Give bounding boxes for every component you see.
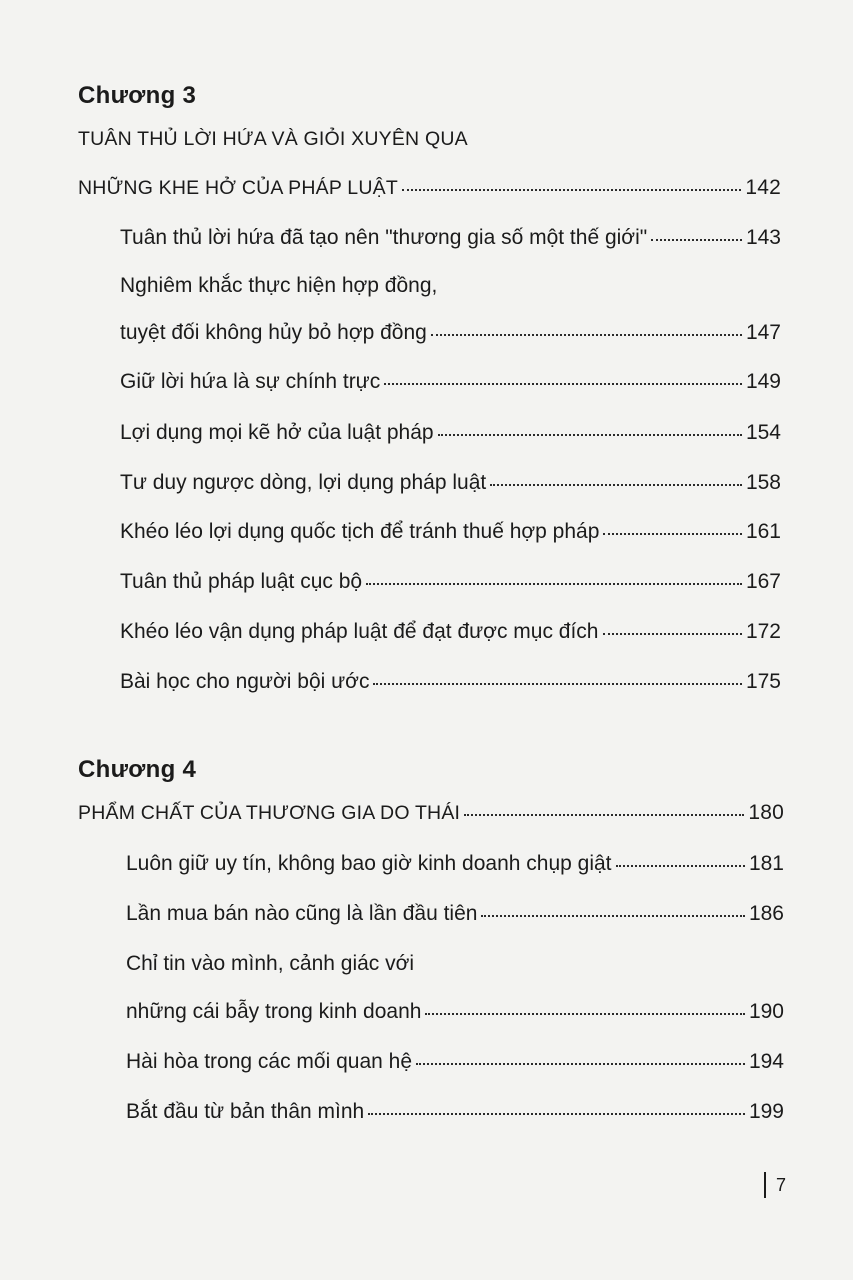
leader-dots	[603, 533, 742, 535]
page-number-divider	[764, 1172, 766, 1198]
page-number	[764, 1172, 786, 1198]
toc-entry[interactable]: Hài hòa trong các mối quan hệ 194	[126, 1050, 784, 1073]
page-ref: 190	[748, 1000, 784, 1023]
page-ref: 172	[745, 620, 781, 643]
leader-dots	[490, 484, 742, 486]
toc-entry[interactable]: Tư duy ngược dòng, lợi dụng pháp luật 158	[120, 471, 781, 494]
leader-dots	[366, 583, 742, 585]
leader-dots	[616, 865, 745, 867]
toc-entry[interactable]: những cái bẫy trong kinh doanh 190	[126, 1000, 784, 1023]
toc-entry[interactable]: Lợi dụng mọi kẽ hở của luật pháp 154	[120, 421, 781, 444]
toc-entry[interactable]: Khéo léo vận dụng pháp luật để đạt được mục đích 172	[120, 620, 781, 643]
leader-dots	[425, 1013, 745, 1015]
page-ref: 167	[745, 570, 781, 593]
leader-dots	[481, 915, 745, 917]
toc-entry[interactable]: Lần mua bán nào cũng là lần đầu tiên 186	[126, 902, 784, 925]
chapter-3-heading-line1: TUÂN THỦ LỜI HỨA VÀ GIỎI XUYÊN QUA	[78, 128, 468, 150]
leader-dots	[464, 814, 744, 816]
toc-entry[interactable]: Tuân thủ lời hứa đã tạo nên "thương gia số một thế giới" 143	[120, 226, 781, 249]
page-number-value: 7	[776, 1174, 787, 1195]
leader-dots	[431, 334, 742, 336]
toc-entry[interactable]: Tuân thủ pháp luật cục bộ 167	[120, 570, 781, 593]
chapter-3-title: Chương 3	[78, 82, 197, 109]
toc-entry-line1: Nghiêm khắc thực hiện hợp đồng,	[120, 274, 438, 297]
page-ref: 161	[745, 520, 781, 543]
page-ref: 186	[748, 902, 784, 925]
leader-dots	[651, 239, 742, 241]
leader-dots	[368, 1113, 745, 1115]
toc-entry[interactable]: Bài học cho người bội ước 175	[120, 670, 781, 693]
toc-entry[interactable]: tuyệt đối không hủy bỏ hợp đồng 147	[120, 321, 781, 344]
toc-entry[interactable]: Luôn giữ uy tín, không bao giờ kinh doanh chụp giật 181	[126, 852, 784, 875]
leader-dots	[373, 683, 742, 685]
page-ref: 147	[745, 321, 781, 344]
leader-dots	[416, 1063, 745, 1065]
chapter-4-heading[interactable]: PHẨM CHẤT CỦA THƯƠNG GIA DO THÁI 180	[78, 801, 784, 824]
page-ref: 175	[745, 670, 781, 693]
leader-dots	[438, 434, 742, 436]
page-ref: 194	[748, 1050, 784, 1073]
page-ref: 142	[745, 176, 781, 199]
chapter-4-title: Chương 4	[78, 756, 197, 783]
page-ref: 143	[745, 226, 781, 249]
leader-dots	[384, 383, 742, 385]
toc-entry-line1: Chỉ tin vào mình, cảnh giác với	[126, 952, 415, 975]
page-ref: 149	[745, 370, 781, 393]
page-ref: 158	[745, 471, 781, 494]
leader-dots	[603, 633, 742, 635]
toc-entry[interactable]: Bắt đầu từ bản thân mình 199	[126, 1100, 784, 1123]
page-ref: 154	[745, 421, 781, 444]
page-ref: 180	[748, 801, 784, 824]
chapter-3-heading[interactable]: NHỮNG KHE HỞ CỦA PHÁP LUẬT 142	[78, 176, 781, 199]
page-ref: 181	[748, 852, 784, 875]
page-ref: 199	[748, 1100, 784, 1123]
toc-entry[interactable]: Khéo léo lợi dụng quốc tịch để tránh thuế hợp pháp 161	[120, 520, 781, 543]
toc-entry[interactable]: Giữ lời hứa là sự chính trực 149	[120, 370, 781, 393]
leader-dots	[402, 189, 741, 191]
